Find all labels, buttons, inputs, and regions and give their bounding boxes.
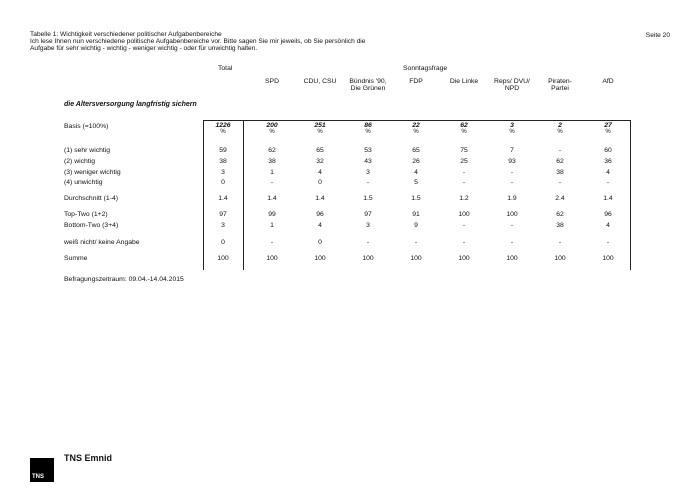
table-cell: 9 (414, 222, 418, 229)
col-header-gruene: Bündnis '90, Die Grünen (349, 78, 387, 92)
table-cell: 100 (602, 255, 614, 262)
table-cell: 59 (219, 147, 227, 154)
basis-cell: 2 (558, 122, 562, 129)
table-cell: - (510, 179, 514, 186)
table-cell: - (558, 239, 562, 246)
basis-cell: 27 (604, 122, 612, 129)
table-cell: 100 (362, 255, 374, 262)
tns-logo-icon: TNS (30, 458, 54, 482)
table-cell: 0 (318, 239, 322, 246)
table-cell: - (462, 239, 466, 246)
row-label: (4) unwichtig (64, 179, 103, 186)
table-cell: 53 (364, 147, 372, 154)
col-header-spd: SPD (265, 78, 279, 85)
table-cell: 1.4 (218, 195, 228, 202)
table-cell: - (366, 179, 370, 186)
table-cell: - (606, 179, 610, 186)
basis-percent-sign: % (365, 129, 371, 135)
total-separator (243, 120, 244, 270)
basis-cell: 22 (412, 122, 420, 129)
caption-question-line-2: Aufgabe für sehr wichtig - wichtig - weniger wichtig - oder für unwichtig halten. (30, 44, 258, 52)
table-cell: 100 (506, 211, 518, 218)
table-cell: 3 (366, 169, 370, 176)
basis-percent-sign: % (605, 129, 611, 135)
table-cell: - (510, 239, 514, 246)
basis-cell: 251 (314, 122, 326, 129)
caption-question-line-1: Ich lese Ihnen nun verschiedene politische Aufgabenbereiche vor. Bitte sagen Sie mir jeweils, ob Sie persönlich die (30, 37, 366, 45)
caption-title: Tabelle 1: Wichtigkeit verschiedener politischer Aufgabenbereiche (30, 31, 222, 38)
row-label: (3) weniger wichtig (64, 169, 121, 176)
table-cell: 3 (221, 222, 225, 229)
basis-cell: 200 (266, 122, 278, 129)
table-cell: 93 (508, 158, 516, 165)
table-cell: 38 (219, 158, 227, 165)
col-header-afd: AfD (602, 78, 614, 85)
table-cell: - (558, 179, 562, 186)
table-cell: - (270, 179, 274, 186)
table-cell: 38 (556, 222, 564, 229)
table-cell: - (270, 239, 274, 246)
basis-percent-sign: % (509, 129, 515, 135)
table-cell: 25 (460, 158, 468, 165)
table-cell: 4 (606, 222, 610, 229)
table-cell: 4 (606, 169, 610, 176)
table-cell: 100 (458, 255, 470, 262)
table-cell: 60 (604, 147, 612, 154)
table-cell: 91 (412, 211, 420, 218)
table-cell: 1.4 (603, 195, 613, 202)
table-cell: - (462, 222, 466, 229)
table-cell: 96 (316, 211, 324, 218)
table-cell: 2.4 (555, 195, 565, 202)
table-cell: 65 (316, 147, 324, 154)
table-cell: 1 (270, 222, 274, 229)
question-title: die Altersversorgung langfristig sichern (64, 101, 197, 108)
basis-percent-sign: % (557, 129, 563, 135)
table-cell: 100 (410, 255, 422, 262)
table-cell: 5 (414, 179, 418, 186)
row-label: Summe (64, 255, 88, 262)
table-cell: 99 (268, 211, 276, 218)
col-header-linke: Die Linke (449, 78, 479, 85)
table-cell: 1.5 (411, 195, 421, 202)
table-cell: 1.4 (267, 195, 277, 202)
row-label: (2) wichtig (64, 158, 95, 165)
table-cell: - (366, 239, 370, 246)
row-label: Bottom-Two (3+4) (64, 222, 119, 229)
table-cell: 100 (266, 255, 278, 262)
table-cell: - (558, 147, 562, 154)
basis-percent-sign: % (317, 129, 323, 135)
tns-emnid-wordmark: TNS Emnid (64, 453, 113, 463)
page-number: Seite 20 (645, 32, 670, 39)
table-cell: 96 (604, 211, 612, 218)
basis-cell: 1226 (215, 122, 231, 129)
table-cell: 1 (270, 169, 274, 176)
survey-period: Befragungszeitraum: 09.04.-14.04.2015 (64, 276, 184, 283)
row-label: Top-Two (1+2) (64, 211, 108, 218)
table-cell: 97 (219, 211, 227, 218)
table-right-border (630, 120, 631, 270)
table-caption (30, 32, 365, 52)
table-cell: - (462, 179, 466, 186)
col-header-fdp: FDP (409, 78, 423, 85)
basis-percent-sign: % (461, 129, 467, 135)
table-cell: 100 (506, 255, 518, 262)
table-cell: 0 (318, 179, 322, 186)
table-cell: 1.9 (507, 195, 517, 202)
table-cell: 1.2 (459, 195, 469, 202)
table-cell: - (462, 169, 466, 176)
basis-percent-sign: % (269, 129, 275, 135)
table-cell: 38 (268, 158, 276, 165)
row-label: Durchschnitt (1-4) (64, 195, 119, 202)
col-header-piraten: Piraten- Partei (548, 78, 572, 92)
basis-cell: 3 (510, 122, 514, 129)
table-cell: 7 (510, 147, 514, 154)
basis-cell: 86 (364, 122, 372, 129)
col-header-cdu: CDU, CSU (303, 78, 337, 85)
table-cell: 4 (318, 222, 322, 229)
table-cell: 100 (217, 255, 229, 262)
table-cell: 0 (221, 179, 225, 186)
table-cell: 38 (556, 169, 564, 176)
basis-percent-sign: % (413, 129, 419, 135)
table-cell: 3 (221, 169, 225, 176)
table-cell: 0 (221, 239, 225, 246)
table-cell: 100 (554, 255, 566, 262)
table-cell: - (510, 169, 514, 176)
table-cell: 62 (556, 158, 564, 165)
sonntagsfrage-header: Sonntagsfrage (403, 65, 448, 72)
table-cell: 26 (412, 158, 420, 165)
table-cell: 4 (318, 169, 322, 176)
basis-percent-sign: % (220, 129, 226, 135)
table-cell: 65 (412, 147, 420, 154)
table-cell: 62 (268, 147, 276, 154)
table-cell: - (606, 239, 610, 246)
table-cell: 43 (364, 158, 372, 165)
table-cell: 97 (364, 211, 372, 218)
table-cell: 75 (460, 147, 468, 154)
table-cell: 32 (316, 158, 324, 165)
table-cell: 36 (604, 158, 612, 165)
table-cell: 1.5 (363, 195, 373, 202)
table-cell: - (510, 222, 514, 229)
table-top-border (203, 120, 631, 121)
basis-cell: 62 (460, 122, 468, 129)
col-header-reps: Reps/ DVU/ NPD (494, 78, 530, 92)
row-label: weiß nicht/ keine Angabe (64, 239, 140, 246)
basis-label: Basis (=100%) (64, 123, 109, 130)
table-cell: 3 (366, 222, 370, 229)
table-cell: 100 (314, 255, 326, 262)
table-cell: 4 (414, 169, 418, 176)
row-label: (1) sehr wichtig (64, 147, 111, 154)
total-header: Total (218, 65, 233, 72)
table-cell: 62 (556, 211, 564, 218)
table-cell: 1.4 (315, 195, 325, 202)
table-cell: 100 (458, 211, 470, 218)
table-cell: - (414, 239, 418, 246)
